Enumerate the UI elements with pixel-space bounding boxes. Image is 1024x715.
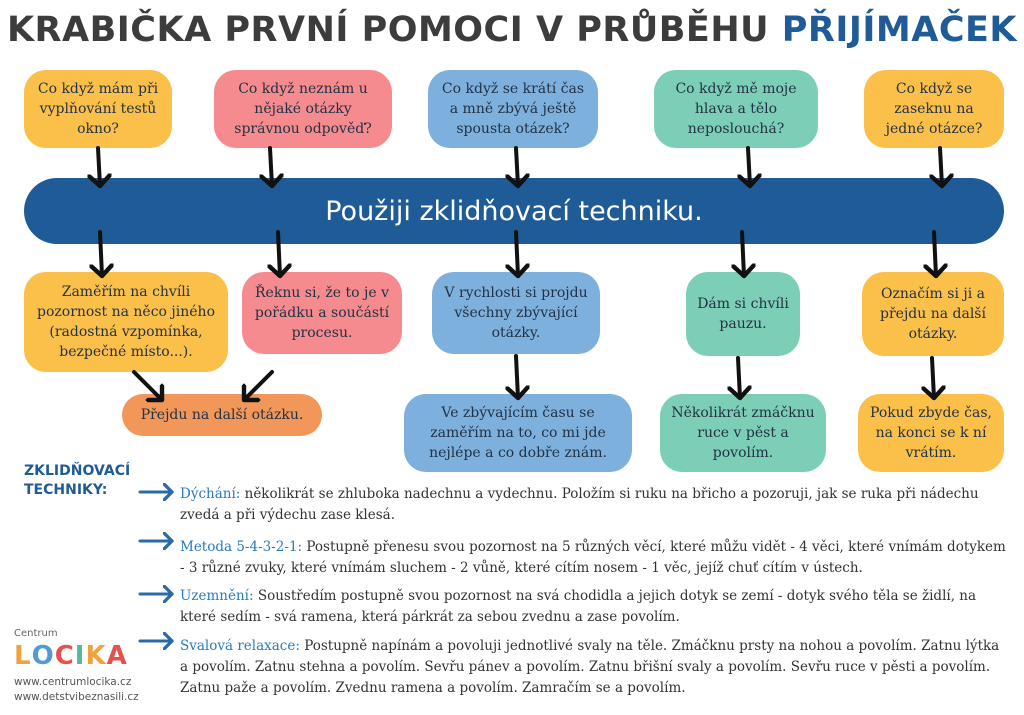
down-arrow-icon (270, 148, 272, 186)
logo-small-text: Centrum (14, 628, 58, 639)
technique-muscle-relaxation (180, 636, 1010, 699)
title-part-2: PŘIJÍMAČEK (781, 10, 1018, 50)
step-text: Označím si ji a přejdu na další otázky. (880, 286, 986, 342)
logo-letter: K (85, 641, 107, 671)
down-arrow-icon (516, 356, 518, 398)
question-text: Co když se krátí čas a mně zbývá ještě spousta otázek? (441, 81, 585, 137)
question-text: Co když mě moje hlava a tělo neposlouchá? (675, 81, 797, 137)
step-text: Řeknu si, že to je v pořádku a součástí procesu. (254, 285, 390, 341)
down-arrow-icon (940, 148, 942, 186)
locika-logo (14, 641, 128, 671)
logo-letter: A (106, 641, 128, 671)
technique-text: Postupně napínám a povoluji jednotlivé svaly na těle. Zmáčknu prsty na nohou a povolím. Zatnu lýtka a povolím. Zatnu stehna a povolím. Sevřu pánev a povolím. Zatnu břišní svaly a povolím. Sevřu ruce v pěsti a povolím. Zatnu paže a povolím. Zvednu ramena a povolím. Zamračím se a povolím. (180, 638, 1000, 696)
central-text: Použiji zklidňovací techniku. (325, 195, 703, 227)
technique-text: několikrát se zhluboka nadechnu a vydechnu. Položím si ruku na břicho a pozoruji, jak se ruka při nádechu zvedá a při výdechu zase klesá. (180, 486, 979, 523)
step-text: Zaměřím na chvíli pozornost na něco jiného (radostná vzpomínka, bezpečné místo...). (37, 284, 215, 360)
result-text: Ve zbývajícím času se zaměřím na to, co mi jde nejlépe a co dobře znám. (429, 405, 607, 461)
down-arrow-icon (738, 358, 740, 398)
technique-breathing (180, 484, 1010, 526)
techniques-heading-line1: ZKLIDŇOVACÍ (24, 463, 131, 479)
logo-letter: O (31, 641, 55, 671)
result-text: Několikrát zmáčknu ruce v pěst a povolím. (671, 405, 815, 461)
logo-letter: I (74, 641, 86, 671)
logo-letter: L (14, 641, 32, 671)
url-centrumlocika[interactable]: www.centrumlocika.cz (14, 676, 132, 688)
down-arrow-icon (934, 232, 936, 276)
technique-grounding (180, 586, 1010, 628)
question-text: Co když mám při vyplňování testů okno? (37, 81, 159, 137)
step-text: Dám si chvíli pauzu. (697, 296, 789, 332)
technique-label: Metoda 5-4-3-2-1: (180, 539, 303, 555)
title-part-1: KRABIČKA PRVNÍ POMOCI V PRŮBĚHU (6, 10, 770, 50)
step-text: V rychlosti si projdu všechny zbývající otázky. (444, 285, 588, 341)
result-text: Přejdu na další otázku. (140, 407, 304, 423)
technique-text: Soustředím postupně svou pozornost na svá chodidla a jejich dotyk se zemí - dotyk svého těla se židlí, na které sedím - svá ramena, která párkrát za sebou zvednu a zase povolím. (180, 588, 977, 625)
question-text: Co když neznám u nějaké otázky správnou odpověď? (234, 81, 372, 137)
technique-text: Postupně přenesu svou pozornost na 5 různých věcí, které můžu vidět - 4 věci, které vnímám dotykem - 3 různé zvuky, které vnímám sluchem - 2 vůně, které cítím nosem - 1 věc, jejíž chuť cítím v ústech. (180, 539, 1006, 576)
technique-label: Uzemnění: (180, 588, 254, 604)
url-detstvibeznasili[interactable]: www.detstvibeznasili.cz (14, 691, 139, 703)
down-arrow-icon (134, 372, 162, 400)
technique-54321 (180, 537, 1010, 579)
down-arrow-icon (742, 232, 744, 276)
techniques-heading (24, 462, 144, 500)
logo-letter: C (54, 641, 75, 671)
technique-label: Svalová relaxace: (180, 638, 300, 654)
techniques-heading-line2: TECHNIKY: (24, 482, 108, 498)
down-arrow-icon (278, 232, 280, 276)
down-arrow-icon (244, 372, 272, 400)
down-arrow-icon (100, 232, 102, 276)
down-arrow-icon (932, 358, 934, 398)
question-text: Co když se zaseknu na jedné otázce? (885, 81, 983, 137)
down-arrow-icon (516, 232, 518, 276)
down-arrow-icon (516, 148, 518, 186)
result-text: Pokud zbyde čas, na konci se k ní vrátím. (870, 405, 992, 461)
technique-label: Dýchání: (180, 486, 241, 502)
down-arrow-icon (98, 148, 100, 186)
down-arrow-icon (748, 148, 750, 186)
